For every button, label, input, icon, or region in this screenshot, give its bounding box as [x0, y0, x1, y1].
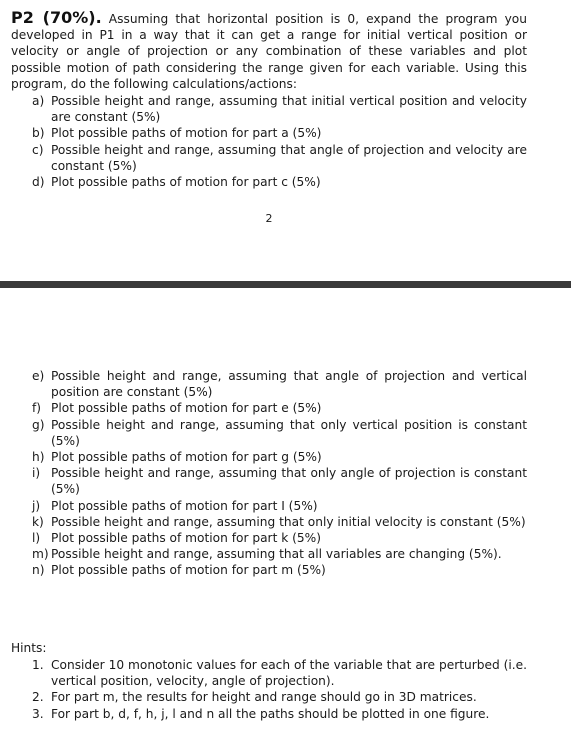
list-item	[0, 93, 527, 125]
list-item	[0, 465, 527, 497]
list-marker: e)	[32, 369, 45, 383]
list-marker: f)	[32, 401, 42, 416]
list-marker: d)	[32, 175, 45, 190]
task-list-page-2	[0, 368, 527, 579]
list-item-text: Possible height and range, assuming that angle of projection and velocity are constant (5%)	[51, 142, 527, 173]
list-item-text: Possible height and range, assuming that only angle of projection is constant (5%)	[51, 466, 527, 497]
list-marker: b)	[32, 126, 45, 141]
problem-heading: P2 (70%).	[11, 8, 102, 27]
list-item-text: Plot possible paths of motion for part I (5%)	[51, 498, 318, 513]
list-item-text: Possible height and range, assuming that all variables are changing (5%).	[51, 547, 502, 562]
list-item	[0, 706, 527, 722]
list-item-text: Plot possible paths of motion for part m (5%)	[51, 563, 326, 578]
list-marker: c)	[32, 142, 44, 157]
list-marker: l)	[32, 531, 41, 546]
list-item	[0, 562, 527, 578]
hints-title: Hints:	[11, 641, 47, 655]
page-separator	[0, 281, 571, 288]
list-item	[0, 498, 527, 514]
document-page-2	[0, 288, 571, 750]
list-marker: n)	[32, 563, 45, 578]
page-number: 2	[265, 212, 273, 225]
list-marker: 2.	[32, 690, 44, 705]
list-item-text: Possible height and range, assuming that angle of projection and vertical position are constant (5%)	[51, 369, 527, 400]
task-list-page-1	[0, 93, 527, 190]
list-item	[0, 657, 527, 689]
list-item-text: Possible height and range, assuming that initial vertical position and velocity are constant (5%)	[51, 94, 527, 125]
list-marker: m)	[32, 547, 49, 562]
list-item	[0, 449, 527, 465]
list-item	[0, 530, 527, 546]
list-marker: i)	[32, 466, 41, 481]
list-marker: 1.	[32, 658, 44, 672]
document-page-1	[0, 0, 571, 281]
list-marker: h)	[32, 450, 45, 465]
list-item-text: Possible height and range, assuming that only vertical position is constant (5%)	[51, 417, 527, 448]
problem-intro-text: Assuming that horizontal position is 0, expand the program you developed in P1 in a way that it can get a range for initial vertical position or velocity or angle of projection or any combination of these variables and plot possible motion of path considering the range given for each variable. Using this program, do the following calculations/actions:	[11, 12, 527, 91]
list-item-text: For part m, the results for height and range should go in 3D matrices.	[51, 690, 477, 705]
list-item-text: Plot possible paths of motion for part a (5%)	[51, 126, 322, 141]
list-item	[0, 689, 527, 705]
list-marker: a)	[32, 94, 45, 108]
list-marker: k)	[32, 514, 44, 529]
hints-list	[0, 657, 527, 722]
list-item	[0, 174, 527, 190]
list-item	[0, 125, 527, 141]
list-item	[0, 514, 527, 530]
list-item-text: Plot possible paths of motion for part g (5%)	[51, 450, 322, 465]
list-item-text: For part b, d, f, h, j, l and n all the paths should be plotted in one figure.	[51, 706, 490, 721]
list-item-text: Plot possible paths of motion for part k (5%)	[51, 531, 321, 546]
list-item	[0, 546, 527, 562]
list-item-text: Plot possible paths of motion for part e (5%)	[51, 401, 322, 416]
list-item-text: Possible height and range, assuming that only initial velocity is constant (5%)	[51, 514, 526, 529]
list-marker: j)	[32, 498, 41, 513]
list-item	[0, 142, 527, 174]
list-item-text: Consider 10 monotonic values for each of the variable that are perturbed (i.e. vertical position, velocity, angle of projection).	[51, 658, 527, 689]
list-item	[0, 400, 527, 416]
list-marker: 3.	[32, 706, 44, 721]
list-marker: g)	[32, 417, 45, 432]
problem-intro-paragraph	[11, 10, 527, 92]
list-item	[0, 417, 527, 449]
list-item	[0, 368, 527, 400]
list-item-text: Plot possible paths of motion for part c (5%)	[51, 175, 321, 190]
